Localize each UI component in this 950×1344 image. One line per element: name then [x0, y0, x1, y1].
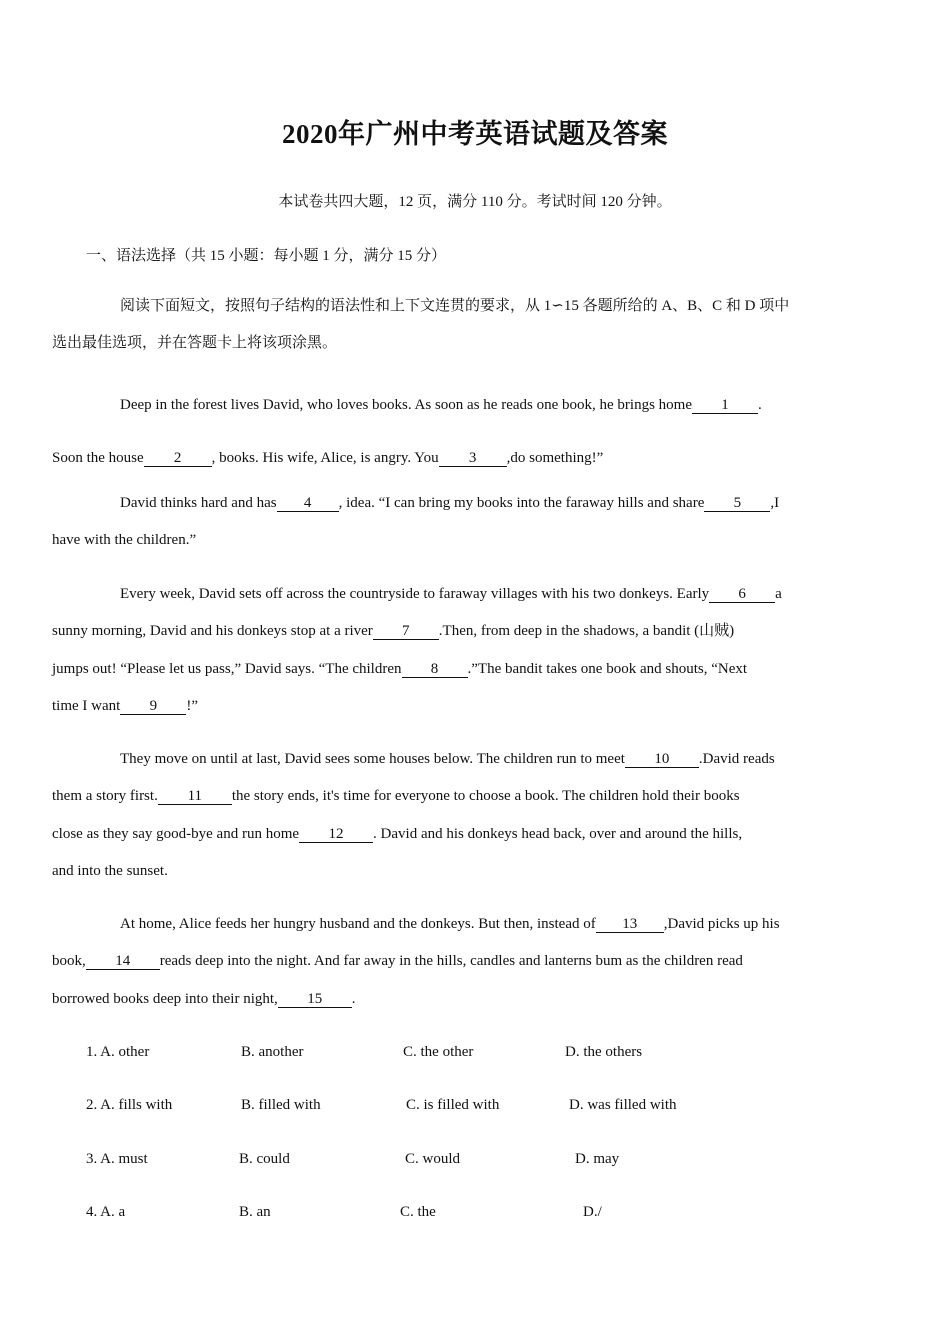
passage-paragraph-3	[52, 576, 864, 725]
passage-text: book,	[52, 953, 86, 970]
option-b[interactable]: B. an	[239, 1204, 271, 1220]
instruction-line-1: 阅读下面短文，按照句子结构的语法性和上下文连贯的要求，从 1∽15 各题所给的 A、B、C 和 D 项中	[120, 298, 790, 314]
passage-text: close as they say good-bye and run home	[52, 825, 300, 842]
blank-1: 1	[692, 398, 758, 414]
option-d[interactable]: D. the others	[565, 1044, 643, 1060]
instruction-line-2: 选出最佳选项，并在答题卡上将该项涂黑。	[52, 335, 338, 352]
option-b[interactable]: B. could	[239, 1151, 290, 1167]
question-4-options	[86, 1204, 866, 1224]
option-b[interactable]: B. filled with	[241, 1097, 321, 1113]
option-a[interactable]: 1. A. other	[86, 1044, 150, 1060]
exam-info: 本试卷共四大题，12 页，满分 110 分。考试时间 120 分钟。	[278, 194, 672, 210]
passage-paragraph-5	[52, 906, 864, 1018]
blank-6: 6	[709, 587, 775, 603]
passage-text: , books. His wife, Alice, is angry. You	[211, 450, 439, 466]
question-3-options	[86, 1151, 866, 1171]
passage-text: borrowed books deep into their night,	[52, 990, 278, 1007]
passage-text: sunny morning, David and his donkeys stop at a river	[52, 623, 373, 640]
blank-8: 8	[402, 662, 468, 678]
passage-text: They move on until at last, David sees some houses below. The children run to meet	[120, 751, 625, 767]
passage-text: have with the children.”	[52, 532, 197, 549]
option-c[interactable]: C. would	[405, 1151, 461, 1167]
option-a[interactable]: 3. A. must	[86, 1151, 148, 1167]
passage-text: .”The bandit takes one book and shouts, “Next	[467, 660, 748, 677]
passage-paragraph-1	[52, 379, 864, 485]
option-c[interactable]: C. the other	[403, 1044, 474, 1060]
passage-text: .	[351, 990, 356, 1007]
instruction-paragraph	[52, 288, 864, 363]
blank-4: 4	[277, 496, 339, 512]
passage-text: .Then, from deep in the shadows, a bandit (山贼)	[438, 623, 735, 640]
blank-2: 2	[144, 451, 212, 467]
passage-text: David thinks hard and has	[120, 495, 277, 511]
blank-3: 3	[439, 451, 507, 467]
option-a[interactable]: 4. A. a	[86, 1204, 126, 1220]
blank-5: 5	[704, 496, 770, 512]
title-text: 年广州中考英语试题及答案	[338, 119, 668, 149]
passage-text: .David reads	[698, 751, 775, 767]
blank-14: 14	[86, 954, 160, 970]
passage-text: .	[758, 397, 762, 413]
page-title	[0, 112, 950, 151]
passage-text: time I want	[52, 697, 121, 714]
blank-15: 15	[278, 992, 352, 1008]
blank-7: 7	[373, 624, 439, 640]
option-d[interactable]: D. may	[575, 1151, 620, 1167]
section-heading: 一、语法选择（共 15 小题：每小题 1 分，满分 15 分）	[86, 248, 447, 264]
passage-text: Soon the house	[52, 450, 144, 466]
passage-text: ,do something!”	[506, 450, 604, 466]
option-c[interactable]: C. the	[400, 1204, 436, 1220]
passage-text: a	[775, 586, 782, 602]
passage-paragraph-2	[52, 485, 864, 560]
blank-10: 10	[625, 752, 699, 768]
blank-9: 9	[120, 699, 186, 715]
passage-text: Deep in the forest lives David, who loves books. As soon as he reads one book, he brings home	[120, 397, 692, 413]
passage-text: ,David picks up his	[663, 916, 780, 932]
passage-text: jumps out! “Please let us pass,” David says. “The children	[52, 660, 402, 677]
passage-text: them a story first.	[52, 788, 158, 805]
option-c[interactable]: C. is filled with	[406, 1097, 500, 1113]
passage-text: ,I	[770, 495, 780, 511]
passage-text: At home, Alice feeds her hungry husband and the donkeys. But then, instead of	[120, 916, 596, 932]
passage-text: the story ends, it's time for everyone to choose a book. The children hold their books	[231, 788, 740, 805]
blank-11: 11	[158, 789, 232, 805]
option-d[interactable]: D./	[583, 1204, 602, 1220]
question-1-options	[86, 1044, 866, 1064]
question-2-options	[86, 1097, 866, 1117]
blank-12: 12	[299, 827, 373, 843]
option-a[interactable]: 2. A. fills with	[86, 1097, 173, 1113]
option-b[interactable]: B. another	[241, 1044, 304, 1060]
passage-text: Every week, David sets off across the countryside to faraway villages with his two donkeys. Early	[120, 586, 710, 602]
passage-text: and into the sunset.	[52, 862, 168, 879]
passage-text: !”	[186, 697, 198, 714]
passage-text: , idea. “I can bring my books into the faraway hills and share	[338, 495, 705, 511]
blank-13: 13	[596, 917, 664, 933]
passage-paragraph-4	[52, 741, 864, 890]
passage-text: . David and his donkeys head back, over and around the hills,	[373, 825, 743, 842]
option-d[interactable]: D. was filled with	[569, 1097, 677, 1113]
title-year: 2020	[282, 119, 338, 149]
passage-text: reads deep into the night. And far away in the hills, candles and lanterns bum as the children read	[159, 953, 743, 970]
